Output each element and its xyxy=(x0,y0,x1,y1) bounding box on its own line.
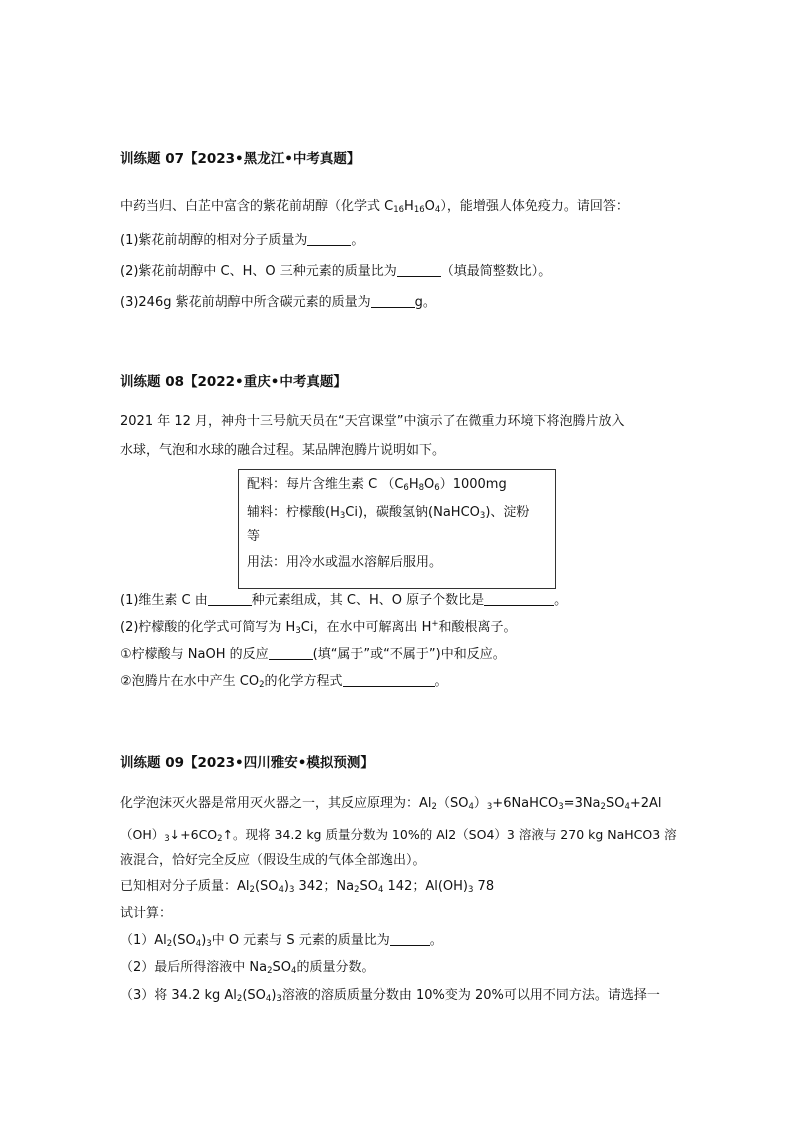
q09-stem-line-3: 液混合，恰好完全反应（假设生成的气体全部逸出）。 xyxy=(120,853,426,868)
answer-blank[interactable] xyxy=(343,674,435,687)
answer-blank[interactable] xyxy=(390,933,430,946)
q08-stem-line-1: 2021 年 12 月，神舟十三号航天员在“天宫课堂”中演示了在微重力环境下将泡腾片放入 xyxy=(120,414,625,429)
q09-calc-label: 试计算： xyxy=(120,906,173,921)
box-excipients-cont: 等 xyxy=(247,529,261,544)
box-excipients: 辅料：柠檬酸$(H_3Ci)$，碳酸氢钠(NaHCO$_3$)、淀粉 xyxy=(247,505,530,521)
q09-stem-line-1: 化学泡沫灭火器是常用灭火器之一，其反应原理为：$Al_2(SO_4)_3+6NaHCO_3=3Na_2SO_4+2Al$ xyxy=(120,796,662,812)
answer-blank[interactable] xyxy=(397,264,441,277)
q07-stem: 中药当归、白芷中富含的紫花前胡醇（化学式 $C_{16}H_{16}O_4$），能增强人体免疫力。请回答： xyxy=(120,199,629,215)
box-usage: 用法：用冷水或温水溶解后服用。 xyxy=(247,555,443,570)
answer-blank[interactable] xyxy=(269,647,313,660)
product-label-box xyxy=(238,469,556,589)
q09-stem-line-2: $(OH)_3↓+6CO_2↑$。现将 34.2 kg 质量分数为 10%的 Al2（SO4）3 溶液与 270 kg NaHCO3 溶 xyxy=(120,827,677,844)
answer-blank[interactable] xyxy=(484,593,554,606)
box-ingredients: 配料：每片含维生素 C $(C_6H_8O_6)1000mg$ xyxy=(247,477,507,493)
q08-part-3: ①柠檬酸与 NaOH 的反应 (填“属于”或“不属于”)中和反应。 xyxy=(120,647,506,662)
q07-part-3: (3)246g 紫花前胡醇中所含碳元素的质量为 g。 xyxy=(120,295,436,310)
q08-title: 训练题 08【2022•重庆•中考真题】 xyxy=(120,374,347,390)
q07-part-1: (1)紫花前胡醇的相对分子质量为 。 xyxy=(120,233,365,248)
q09-part-3: （3）将 34.2 kg $Al_2(SO_4)_3$溶液的溶质质量分数由 10%变为 20%可以用不同方法。请选择一 xyxy=(120,988,660,1004)
q09-part-1: $(1)Al_2(SO_4)_3$中 O 元素与 S 元素的质量比为 。 xyxy=(120,933,443,949)
q09-molar-masses: 已知相对分子质量：$Al_2(SO_4)_3$ 342；$Na_2SO_4$ 142；$Al(OH)_3$ 78 xyxy=(120,879,495,895)
q07-title: 训练题 07【2023•黑龙江•中考真题】 xyxy=(120,151,361,167)
q09-part-2: （2）最后所得溶液中 $Na_2SO_4$的质量分数。 xyxy=(120,960,375,976)
q08-stem-line-2: 水球，气泡和水球的融合过程。某品牌泡腾片说明如下。 xyxy=(120,443,446,458)
q08-part-4: ②泡腾片在水中产生 $CO_2$的化学方程式 。 xyxy=(120,674,448,690)
q09-title: 训练题 09【2023•四川雅安•模拟预测】 xyxy=(120,755,374,771)
answer-blank[interactable] xyxy=(208,593,252,606)
q08-part-1: (1)维生素 C 由 种元素组成，其 C、H、O 原子个数比是 。 xyxy=(120,593,568,608)
answer-blank[interactable] xyxy=(371,295,415,308)
q07-part-2: (2)紫花前胡醇中 C、H、O 三种元素的质量比为 （填最简整数比）。 xyxy=(120,264,552,279)
answer-blank[interactable] xyxy=(307,233,351,246)
q08-part-2: (2)柠檬酸的化学式可简写为 $H_3Ci$，在水中可解离出 H+和酸根离子。 xyxy=(120,619,517,636)
